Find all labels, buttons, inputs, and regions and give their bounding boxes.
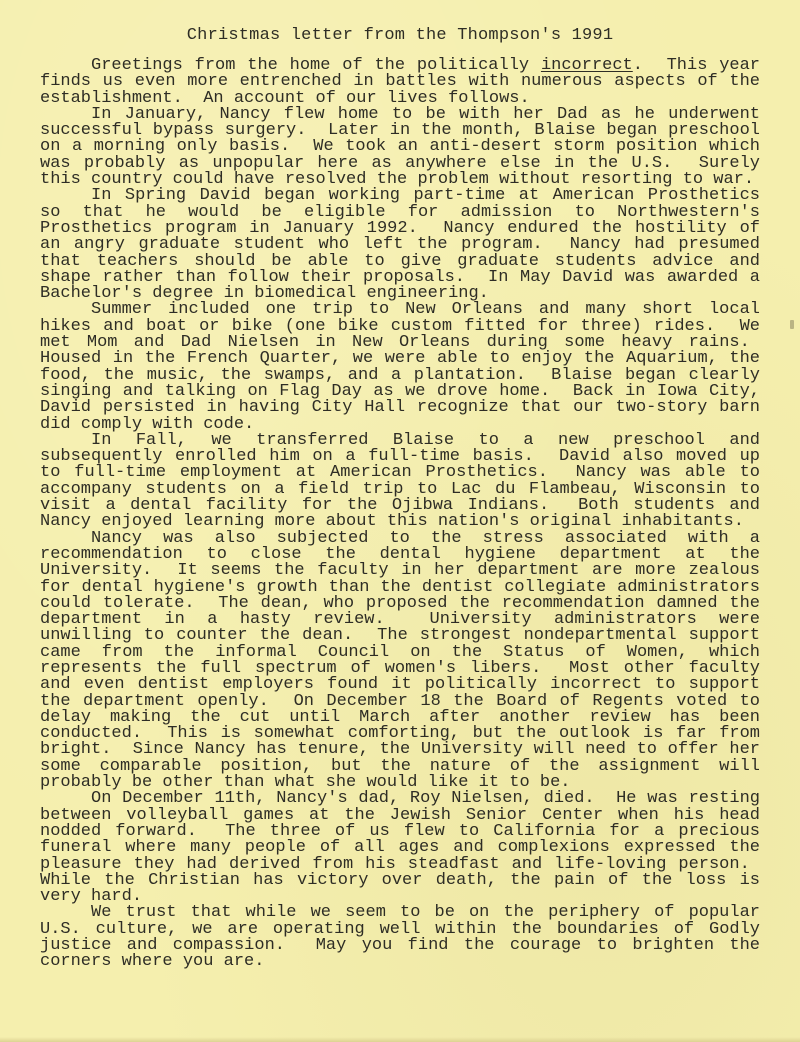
- letter-paragraph: [40, 905, 760, 970]
- letter-body: [40, 58, 760, 971]
- letter-paragraph: [40, 188, 760, 302]
- letter-title: Christmas letter from the Thompson's 1991: [186, 26, 614, 45]
- text-run: Nancy was also subjected to the stress associated with a recommendation to close the dental hygiene department at the University. It seems the faculty in her department are more zealous for dental hygiene's growth than the dentist collegiate administrators could tolerate. The dean, who proposed the recommendation damned the department in a hasty review. University administrators were unwilling to counter the dean. The strongest nondepartmental support came from the informal Council on the Status of Women, which represents the full spectrum of women's libers. Most other faculty and even dentist employers found it politically incorrect to support the department openly. On December 18 the Board of Regents voted to delay making the cut until March after another review has been conducted. This is somewhat comforting, but the outlook is far from bright. Since Nancy has tenure, the University will need to offer her some comparable position, but the nature of the assignment will probably be other than what she would like it to be.: [40, 528, 760, 793]
- letter-paragraph: [40, 58, 760, 107]
- underlined-word: incorrect: [540, 56, 633, 75]
- text-run: In Fall, we transferred Blaise to a new preschool and subsequently enrolled him on a full-time basis. David also moved up to full-time employment at American Prosthetics. Nancy was able to accompany students on a field trip to Lac du Flambeau, Wisconsin to visit a dental facility for the Ojibwa Indians. Both students and Nancy enjoyed learning more about this nation's original inhabitants.: [40, 430, 760, 532]
- page-bottom-edge: [0, 1037, 800, 1042]
- text-run: In January, Nancy flew home to be with her Dad as he underwent successful bypass surgery. Later in the month, Blaise began preschool on a morning only basis. We took an anti-desert storm position which was probably as unpopular here as anywhere else in the U.S. Surely this country could have resolved the problem without resorting to war.: [40, 104, 760, 190]
- text-run: In Spring David began working part-time at American Prosthetics so that he would be eligible for admission to Northwestern's Prosthetics program in January 1992. Nancy endured the hostility of an angry graduate student who left the program. Nancy had presumed that teachers should be able to give graduate students advice and shape rather than follow their proposals. In May David was awarded a Bachelor's degree in biomedical engineering.: [40, 186, 760, 304]
- letter-paragraph: [40, 430, 760, 532]
- text-run: Greetings from the home of the politically: [91, 56, 541, 75]
- text-run: Summer included one trip to New Orleans and many short local hikes and boat or bike (one bike custom fitted for three) rides. We met Mom and Dad Nielsen in New Orleans during some heavy rains. Housed in the French Quarter, we were able to enjoy the Aquarium, the food, the music, the swamps, and a plantation. Blaise began clearly singing and talking on Flag Day as we drove home. Back in Iowa City, David persisted in having City Hall recognize that our two-story barn did comply with code.: [40, 300, 760, 434]
- letter-paragraph: [40, 302, 760, 432]
- text-run: On December 11th, Nancy's dad, Roy Nielsen, died. He was resting between volleyball games at the Jewish Senior Center when his head nodded forward. The three of us flew to California for a precious funeral where many people of all ages and complexions expressed the pleasure they had derived from his steadfast and life-loving person. While the Christian has victory over death, the pain of the loss is very hard.: [40, 789, 760, 907]
- letter-paragraph: [40, 528, 760, 793]
- paper-speck: [790, 320, 794, 329]
- letter-paragraph: [40, 104, 760, 190]
- letter-paragraph: [40, 791, 760, 905]
- text-run: We trust that while we seem to be on the periphery of popular U.S. culture, we are operating well within the boundaries of Godly justice and compassion. May you find the courage to brighten the corners where you are.: [40, 903, 760, 972]
- text-run: . This year finds us even more entrenched in battles with numerous aspects of the establishment. An account of our lives follows.: [40, 56, 761, 108]
